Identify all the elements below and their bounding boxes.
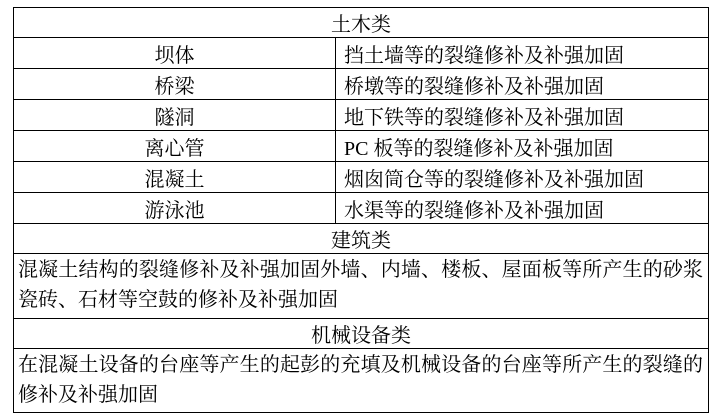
item-cell: 隧洞	[14, 100, 336, 131]
item-cell: 离心管	[14, 131, 336, 162]
item-cell: 坝体	[14, 38, 336, 69]
paragraph-cell-architecture: 混凝土结构的裂缝修补及补强加固外墙、内墙、楼板、屋面板等所产生的砂浆瓷砖、石材等空鼓的修补及补强加固	[14, 254, 709, 319]
table-row	[14, 162, 709, 193]
description-cell: 烟囱筒仓等的裂缝修补及补强加固	[336, 162, 709, 193]
description-cell: 水渠等的裂缝修补及补强加固	[336, 193, 709, 224]
table-row	[14, 8, 709, 38]
item-cell: 游泳池	[14, 193, 336, 224]
table-row	[14, 38, 709, 69]
table-row	[14, 193, 709, 224]
table-row	[14, 131, 709, 162]
item-cell: 桥梁	[14, 69, 336, 100]
paragraph-cell-mechanical: 在混凝土设备的台座等产生的起彭的充填及机械设备的台座等所产生的裂缝的修补及补强加固	[14, 349, 709, 413]
repair-applications-table	[13, 7, 709, 413]
item-cell: 混凝土	[14, 162, 336, 193]
section-header-mechanical: 机械设备类	[14, 319, 709, 349]
section-header-civil: 土木类	[14, 8, 709, 38]
table-row	[14, 319, 709, 349]
table-row	[14, 349, 709, 413]
section-header-architecture: 建筑类	[14, 224, 709, 254]
table-row	[14, 69, 709, 100]
table-row	[14, 224, 709, 254]
table-row	[14, 100, 709, 131]
description-cell: 地下铁等的裂缝修补及补强加固	[336, 100, 709, 131]
description-cell: 挡土墙等的裂缝修补及补强加固	[336, 38, 709, 69]
table-row	[14, 254, 709, 319]
description-cell: 桥墩等的裂缝修补及补强加固	[336, 69, 709, 100]
description-cell: PC 板等的裂缝修补及补强加固	[336, 131, 709, 162]
